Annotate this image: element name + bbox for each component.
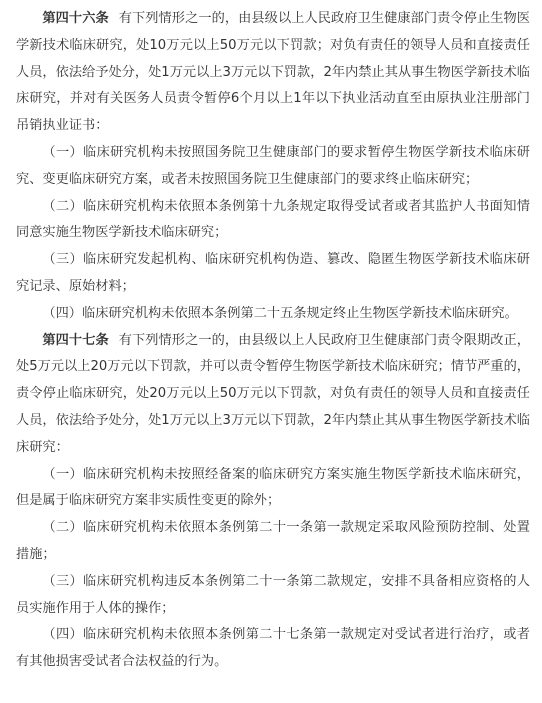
article-47-item-2: （二）临床研究机构未依照本条例第二十一条第一款规定采取风险预防控制、处置措施； bbox=[16, 520, 530, 562]
article-46-intro bbox=[16, 6, 530, 140]
article-46-item-4: （四）临床研究机构未依照本条例第二十五条规定终止生物医学新技术临床研究。 bbox=[42, 305, 518, 321]
article-46-item-2: （二）临床研究机构未依照本条例第十九条规定取得受试者或者其监护人书面知情同意实施生物医学新技术临床研究； bbox=[16, 198, 530, 241]
article-46-item-3: （三）临床研究发起机构、临床研究机构伪造、篡改、隐匿生物医学新技术临床研究记录、原始材料； bbox=[16, 252, 530, 294]
article-47-item-4: （四）临床研究机构未依照本条例第二十七条第一款规定对受试者进行治疗，或者有其他损害受试者合法权益的行为。 bbox=[16, 627, 530, 670]
article-46-number: 第四十六条 bbox=[42, 11, 109, 26]
article-47-intro bbox=[16, 328, 530, 462]
article-47-text: 有下列情形之一的，由县级以上人民政府卫生健康部门责令限期改正，处5万元以上20万元以下罚款，并可以责令暂停生物医学新技术临床研究；情节严重的，责令停止临床研究，处20万元以上50万元以下罚款，对负有责任的领导人员和直接责任人员，依法给予处分，处1万元以上3万元以下罚款，2年内禁止其从事生物医学新技术临床研究： bbox=[16, 332, 530, 455]
article-47-item-1: （一）临床研究机构未按照经备案的临床研究方案实施生物医学新技术临床研究，但是属于临床研究方案非实质性变更的除外； bbox=[16, 466, 530, 509]
article-47-number: 第四十七条 bbox=[42, 332, 109, 348]
article-47-item-3: （三）临床研究机构违反本条例第二十一条第二款规定，安排不具备相应资格的人员实施作用于人体的操作； bbox=[16, 573, 530, 616]
article-46-text: 有下列情形之一的，由县级以上人民政府卫生健康部门责令停止生物医学新技术临床研究，处10万元以上50万元以下罚款；对负有责任的领导人员和直接责任人员，依法给予处分，处1万元以上3万元以下罚款，2年内禁止其从事生物医学新技术临床研究，并对有关医务人员责令暂停6个月以上1年以下执业活动直至由原执业注册部门吊销执业证书： bbox=[16, 11, 530, 134]
article-46-item-1: （一）临床研究机构未按照国务院卫生健康部门的要求暂停生物医学新技术临床研究、变更临床研究方案，或者未按照国务院卫生健康部门的要求终止临床研究； bbox=[16, 144, 530, 187]
